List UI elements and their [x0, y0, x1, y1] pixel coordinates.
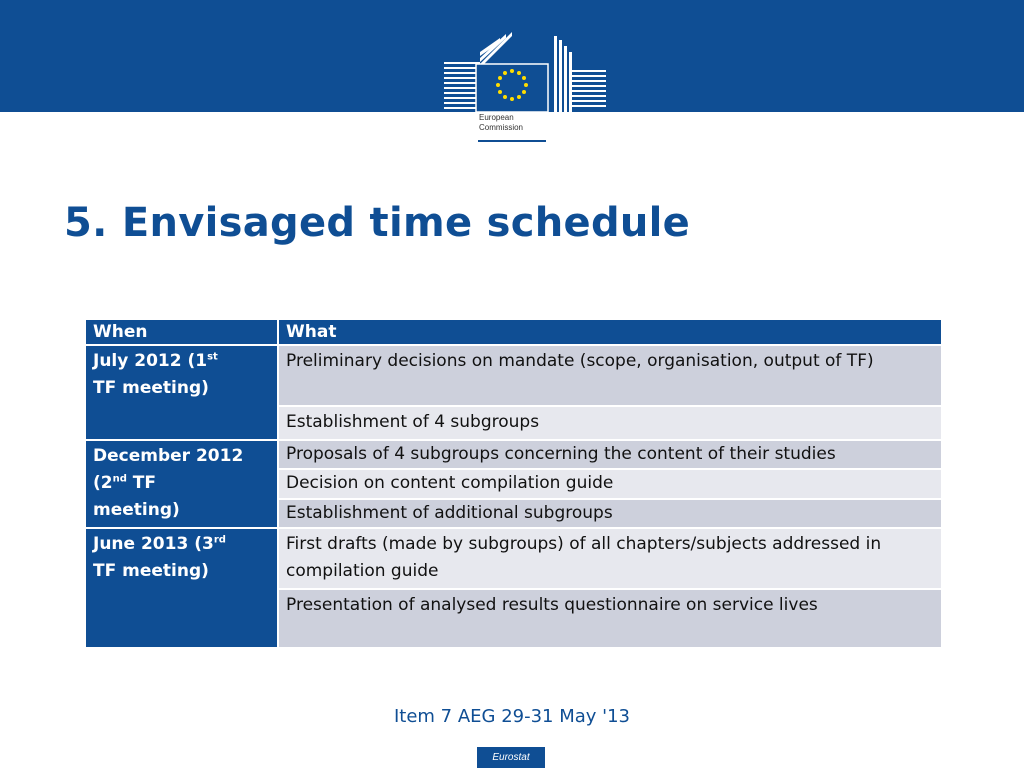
header-when: When	[85, 319, 278, 345]
table-header-row	[85, 319, 942, 345]
when-cell-december-2012	[85, 440, 278, 528]
what-cell: Decision on content compilation guide	[278, 469, 942, 498]
table-row	[85, 528, 942, 589]
what-cell: Preliminary decisions on mandate (scope, organisation, output of TF)	[278, 345, 942, 406]
when-text: July 2012 (1	[93, 351, 208, 371]
when-sup: nd	[112, 473, 127, 485]
logo-text-line2: Commission	[479, 123, 524, 132]
when-sup: st	[207, 351, 218, 363]
logo-underline	[478, 140, 546, 142]
schedule-table	[84, 318, 943, 649]
logo-text-line1: European	[479, 113, 514, 122]
what-cell: Presentation of analysed results questionnaire on service lives	[278, 589, 942, 648]
footer-item-text: Item 7 AEG 29-31 May '13	[393, 706, 631, 727]
table-row	[85, 440, 942, 469]
when-text: TF meeting)	[93, 561, 209, 581]
slide-title: 5. Envisaged time schedule	[64, 200, 691, 246]
when-text: TF meeting)	[93, 378, 209, 398]
eurostat-badge: Eurostat	[477, 747, 545, 768]
when-text: December 2012	[93, 446, 244, 466]
when-cell-july-2012	[85, 345, 278, 440]
european-commission-logo	[440, 30, 610, 146]
what-cell: Establishment of 4 subgroups	[278, 406, 942, 440]
what-cell: First drafts (made by subgroups) of all chapters/subjects addressed in compilation guide	[278, 528, 942, 589]
when-cell-june-2013	[85, 528, 278, 648]
what-cell: Establishment of additional subgroups	[278, 499, 942, 528]
when-sup: rd	[213, 534, 226, 546]
what-cell: Proposals of 4 subgroups concerning the content of their studies	[278, 440, 942, 469]
header-what: What	[278, 319, 942, 345]
when-text: June 2013 (3	[93, 534, 214, 554]
when-text: TF	[126, 473, 157, 493]
when-text: meeting)	[93, 500, 180, 520]
logo-text	[479, 113, 549, 133]
berlaymont-building-icon	[440, 30, 610, 114]
when-text: (2	[93, 473, 113, 493]
table-row	[85, 345, 942, 406]
